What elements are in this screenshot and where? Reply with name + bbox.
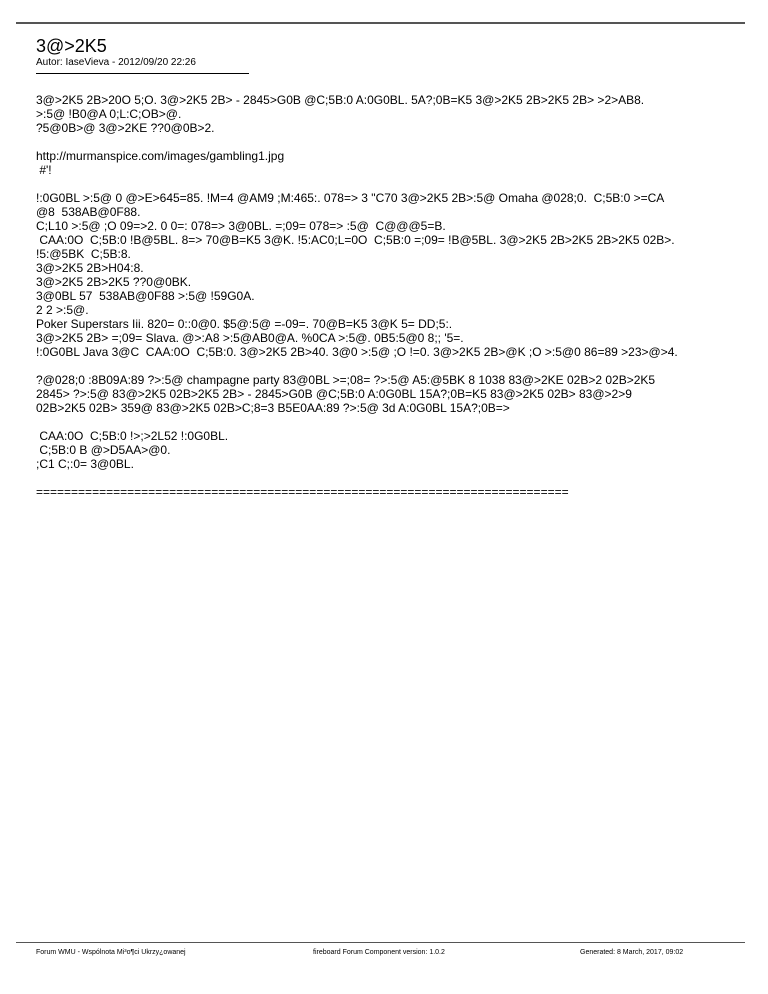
body-line: C;L10 >:5@ ;O 09=>2. 0 0=: 078=> 3@0BL. =;09= 078=> :5@ C@@@5=B. bbox=[36, 219, 446, 233]
body-line: 3@>2K5 2B>20O 5;O. 3@>2K5 2B> - 2845>G0B @C;5B:0 A:0G0BL. 5A?;0B=K5 3@>2K5 2B>2K5 2B> >2>AB8. bbox=[36, 93, 645, 107]
body-line: ;C1 C;:0= 3@0BL. bbox=[36, 457, 134, 471]
body-line: @8 538AB@0F88. bbox=[36, 205, 141, 219]
paragraph-intro bbox=[36, 93, 748, 135]
body-line: ?@028;0 :8B09A:89 ?>:5@ champagne party 83@0BL >=;08= ?>:5@ A5:@5BK 8 1038 83@>2KE 02B>2 02B>2K5 bbox=[36, 373, 656, 387]
body-line: #'! bbox=[36, 163, 52, 177]
body-line: >:5@ !B0@A 0;L:C;OB>@. bbox=[36, 107, 182, 121]
post-title: 3@>2K5 bbox=[36, 36, 107, 56]
separator-line: ============================================================================ bbox=[36, 485, 569, 499]
top-divider bbox=[16, 22, 745, 24]
paragraph-separator bbox=[36, 485, 748, 499]
paragraph-main bbox=[36, 191, 748, 359]
body-line: 2845> ?>:5@ 83@>2K5 02B>2K5 2B> - 2845>G0B @C;5B:0 A:0G0BL 15A?;0B=K5 83@>2K5 02B> 83@>2>9 bbox=[36, 387, 632, 401]
body-line: 2 2 >:5@. bbox=[36, 303, 89, 317]
footer-forum-name: Forum WMU - Wspólnota Mi³o¶ci Ukrzy¿owanej bbox=[36, 949, 186, 956]
footer-divider bbox=[16, 942, 745, 943]
body-line: ?5@0B>@ 3@>2KE ??0@0B>2. bbox=[36, 121, 215, 135]
body-line: CAA:0O C;5B:0 !>;>2L52 !:0G0BL. bbox=[36, 429, 229, 443]
body-line: 02B>2K5 02B> 359@ 83@>2K5 02B>C;8=3 B5E0AA:89 ?>:5@ 3d A:0G0BL 15A?;0B=> bbox=[36, 401, 510, 415]
paragraph-rules bbox=[36, 373, 748, 415]
footer-component-version: fireboard Forum Component version: 1.0.2 bbox=[313, 949, 445, 956]
body-line: !:0G0BL >:5@ 0 @>E>645=85. !M=4 @AM9 ;M:465:. 078=> 3 "C70 3@>2K5 2B>:5@ Omaha @028;0. C;5B:0 >=CA bbox=[36, 191, 665, 205]
body-line: Poker Superstars Iii. 820= 0::0@0. $5@:5@ =-09=. 70@B=K5 3@K 5= DD;5:. bbox=[36, 317, 453, 331]
header-underline bbox=[36, 73, 249, 74]
body-line: !5:@5BK C;5B:8. bbox=[36, 247, 131, 261]
footer-generated-date: Generated: 8 March, 2017, 09:02 bbox=[580, 949, 684, 956]
body-line: 3@>2K5 2B>H04:8. bbox=[36, 261, 144, 275]
body-line: !:0G0BL Java 3@C CAA:0O C;5B:0. 3@>2K5 2B>40. 3@0 >:5@ ;O !=0. 3@>2K5 2B>@K ;O >:5@0 86=89 >23>@>4. bbox=[36, 345, 678, 359]
body-line: CAA:0O C;5B:0 !B@5BL. 8=> 70@B=K5 3@K. !5:AC0;L=0O C;5B:0 =;09= !B@5BL. 3@>2K5 2B>2K5 2B>2K5 02B>. bbox=[36, 233, 675, 247]
post-author-line: Autor: IaseVieva - 2012/09/20 22:26 bbox=[36, 57, 196, 68]
body-line: 3@>2K5 2B> =;09= Slava. @>:A8 >:5@AB0@A. %0CA >:5@. 0B5:5@0 8;; '5=. bbox=[36, 331, 464, 345]
body-line: C;5B:0 B @>D5AA>@0. bbox=[36, 443, 171, 457]
paragraph-image-link bbox=[36, 149, 748, 177]
body-line: 3@0BL 57 538AB@0F88 >:5@ !59G0A. bbox=[36, 289, 255, 303]
post-body bbox=[36, 93, 748, 513]
paragraph-closing bbox=[36, 429, 748, 471]
image-url-text: http://murmanspice.com/images/gambling1.jpg bbox=[36, 149, 285, 163]
body-line: 3@>2K5 2B>2K5 ??0@0BK. bbox=[36, 275, 192, 289]
